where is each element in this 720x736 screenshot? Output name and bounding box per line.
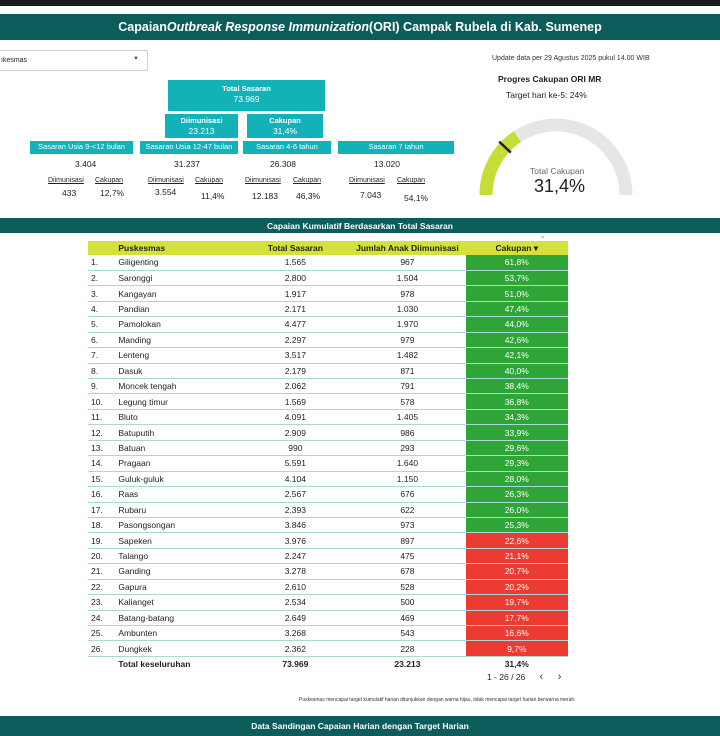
progress-target: Target hari ke-5: 24% [506,90,587,100]
group-4-6-sasaran: 26.308 [270,159,296,169]
table-row[interactable] [88,394,568,409]
row-cakupan: 16,6% [466,626,569,641]
row-puskesmas: Batuan [115,440,241,455]
bottom-section-header: Data Sandingan Capaian Harian dengan Target Harian [0,716,720,736]
row-no: 25. [88,626,115,641]
table-row[interactable] [88,471,568,486]
header-puskesmas[interactable]: Puskesmas [115,241,241,255]
table-row[interactable] [88,270,568,285]
diimunisasi-label: Diimunisasi [180,116,223,125]
table-row[interactable] [88,610,568,625]
row-no: 4. [88,301,115,316]
row-imun: 678 [349,564,465,579]
total-label: Total keseluruhan [118,659,191,670]
group-7-tahun-header: Sasaran 7 tahun [338,141,454,154]
row-cakupan: 40,0% [466,363,569,378]
pagination-text: 1 - 26 / 26 [487,672,526,682]
group-7-sasaran: 13.020 [374,159,400,169]
puskesmas-filter-dropdown[interactable] [0,50,148,71]
row-no: 21. [88,564,115,579]
row-puskesmas: Dasuk [115,363,241,378]
cakupan-label: Cakupan [269,116,301,125]
top-edge-bar [0,0,720,6]
row-no: 10. [88,394,115,409]
row-imun: 293 [349,440,465,455]
row-sasaran: 2.567 [241,487,349,502]
group-12-47-sasaran: 31.237 [174,159,200,169]
row-sasaran: 2.247 [241,548,349,563]
row-sasaran: 4.104 [241,471,349,486]
group-4-6-imun: 12.183 [252,191,278,201]
row-sasaran: 2.800 [241,270,349,285]
table-row[interactable] [88,533,568,548]
row-cakupan: 26,0% [466,502,569,517]
table-row[interactable] [88,348,568,363]
row-cakupan: 28,0% [466,471,569,486]
row-puskesmas: Kalianget [115,595,241,610]
row-puskesmas: Ganding [115,564,241,579]
row-no: 19. [88,533,115,548]
table-row[interactable] [88,487,568,502]
title-post: (ORI) Campak Rubela di Kab. Sumenep [369,20,602,34]
row-imun: 967 [349,255,465,270]
group-7-imun: 7.043 [360,190,382,200]
row-imun: 1.150 [349,471,465,486]
table-row[interactable] [88,456,568,471]
progress-title: Progres Cakupan ORI MR [498,74,602,84]
row-puskesmas: Pragaan [115,456,241,471]
row-sasaran: 2.362 [241,641,349,656]
group-7-cak-label: Cakupan [397,177,426,184]
row-imun: 528 [349,579,465,594]
row-puskesmas: Saronggi [115,270,241,285]
row-cakupan: 21,1% [466,548,569,563]
row-cakupan: 22,6% [466,533,569,548]
row-no: 6. [88,332,115,347]
table-row[interactable] [88,440,568,455]
row-sasaran: 3.517 [241,348,349,363]
row-sasaran: 2.297 [241,332,349,347]
table-row[interactable] [88,641,568,656]
row-no: 18. [88,517,115,532]
row-sasaran: 3.278 [241,564,349,579]
row-imun: 986 [349,425,465,440]
group-12-47-cak-label: Cakupan [195,177,224,184]
table-row[interactable] [88,409,568,424]
total-imun: 23.213 [394,659,421,670]
row-imun: 475 [349,548,465,563]
row-cakupan: 29,6% [466,440,569,455]
row-imun: 500 [349,595,465,610]
row-no: 22. [88,579,115,594]
row-imun: 1.504 [349,270,465,285]
total-no [88,656,115,671]
row-sasaran: 3.268 [241,626,349,641]
pagination [487,671,561,683]
chevron-down-icon[interactable]: ▼ [133,56,139,62]
row-cakupan: 38,4% [466,379,569,394]
row-puskesmas: Legung timur [115,394,241,409]
group-4-6-imun-label: Diimunisasi [245,177,281,184]
row-cakupan: 20,2% [466,579,569,594]
table-row[interactable] [88,517,568,532]
row-cakupan: 25,3% [466,517,569,532]
row-puskesmas: Dungkek [115,641,241,656]
row-imun: 791 [349,379,465,394]
row-puskesmas: Manding [115,332,241,347]
table-row[interactable] [88,286,568,301]
header-cakupan-sort[interactable]: Cakupan ▾ [466,241,569,255]
row-puskesmas: Pandian [115,301,241,316]
row-imun: 1.030 [349,301,465,316]
table-row[interactable] [88,255,568,270]
row-sasaran: 1.917 [241,286,349,301]
header-jumlah-diimunisasi[interactable]: Jumlah Anak Diimunisasi [349,241,465,255]
title-em: Outbreak Response Immunization [166,20,370,34]
row-sasaran: 2.393 [241,502,349,517]
row-sasaran: 1.569 [241,394,349,409]
row-cakupan: 53,7% [466,270,569,285]
row-imun: 978 [349,286,465,301]
row-no: 15. [88,471,115,486]
group-12-47-cak: 11,4% [201,191,225,201]
row-imun: 578 [349,394,465,409]
table-row[interactable] [88,564,568,579]
table-row[interactable] [88,332,568,347]
row-puskesmas: Raas [115,487,241,502]
row-sasaran: 2.062 [241,379,349,394]
row-cakupan: 42,6% [466,332,569,347]
row-imun: 1.640 [349,456,465,471]
row-sasaran: 2.909 [241,425,349,440]
table-row[interactable] [88,595,568,610]
header-no [88,241,115,255]
row-puskesmas: Batang-batang [115,610,241,625]
row-cakupan: 17,7% [466,610,569,625]
diimunisasi-card [165,114,238,138]
row-cakupan: 19,7% [466,595,569,610]
expand-chevron-icon[interactable]: ⌄ [540,233,546,240]
row-cakupan: 34,3% [466,409,569,424]
group-9-12-sasaran: 3.404 [75,159,97,169]
page-title [0,14,720,40]
row-no: 16. [88,487,115,502]
row-sasaran: 990 [241,440,349,455]
group-12-47-imun: 3.554 [155,187,177,197]
row-imun: 871 [349,363,465,378]
row-puskesmas: Pamolokan [115,317,241,332]
row-puskesmas: Moncek tengah [115,379,241,394]
diimunisasi-value: 23.213 [188,126,215,136]
row-cakupan: 51,0% [466,286,569,301]
row-imun: 979 [349,332,465,347]
group-9-12-cak: 12,7% [100,188,125,198]
group-7-imun-label: Diimunisasi [349,177,385,184]
group-9-12-imun: 433 [62,188,77,198]
table-row[interactable] [88,363,568,378]
group-4-6-cak: 46,3% [296,191,321,201]
row-puskesmas: Giligenting [115,255,241,270]
next-page-icon[interactable]: › [557,671,562,683]
row-no: 20. [88,548,115,563]
table-row[interactable] [88,379,568,394]
row-cakupan: 44,0% [466,317,569,332]
gauge-value: 31,4% [534,176,586,196]
total-sasaran-value: 73.969 [233,94,260,104]
table-row[interactable] [88,317,568,332]
table-row[interactable] [88,425,568,440]
total-sasaran-card [168,80,325,111]
row-sasaran: 2.610 [241,579,349,594]
table-header-row [88,241,568,255]
row-sasaran: 3.846 [241,517,349,532]
table-row[interactable] [88,502,568,517]
row-puskesmas: Talango [115,548,241,563]
row-imun: 1.482 [349,348,465,363]
row-imun: 973 [349,517,465,532]
group-4-6-cak-label: Cakupan [293,177,322,184]
row-imun: 676 [349,487,465,502]
row-cakupan: 20,7% [466,564,569,579]
row-imun: 1.405 [349,409,465,424]
row-puskesmas: Pasongsongan [115,517,241,532]
group-4-6-tahun-header: Sasaran 4-6 tahun [243,141,331,154]
row-puskesmas: Bluto [115,409,241,424]
total-sasaran: 73.969 [282,659,309,670]
row-no: 11. [88,409,115,424]
row-sasaran: 2.179 [241,363,349,378]
row-sasaran: 4.091 [241,409,349,424]
update-timestamp: Update data per 29 Agustus 2025 pukul 14.00 WIB [492,55,650,62]
row-cakupan: 29,3% [466,456,569,471]
footnote: Puskesmas mencapai target kumulatif harian ditunjukkan dengan warna hijau, tidak mencapai target harian berwarna merah. [299,697,576,703]
title-pre: Capaian [118,20,167,34]
cakupan-card [247,114,323,138]
row-sasaran: 4.477 [241,317,349,332]
row-imun: 1.970 [349,317,465,332]
row-no: 14. [88,456,115,471]
group-12-47-bulan-header: Sasaran Usia 12-47 bulan [140,141,238,154]
row-cakupan: 36,8% [466,394,569,409]
row-imun: 228 [349,641,465,656]
row-no: 3. [88,286,115,301]
table-row[interactable] [88,579,568,594]
row-no: 2. [88,270,115,285]
row-cakupan: 61,8% [466,255,569,270]
prev-page-icon[interactable]: ‹ [539,671,544,683]
total-sasaran-label: Total Sasaran [222,84,271,93]
total-cakupan: 31,4% [504,659,529,670]
row-no: 7. [88,348,115,363]
row-sasaran: 5.591 [241,456,349,471]
table-row[interactable] [88,301,568,316]
table-body [88,255,568,656]
row-sasaran: 1.565 [241,255,349,270]
gauge-label: Total Cakupan [530,166,585,176]
row-no: 13. [88,440,115,455]
row-imun: 469 [349,610,465,625]
row-no: 1. [88,255,115,270]
table-total-row [88,656,568,671]
table-row[interactable] [88,626,568,641]
row-no: 8. [88,363,115,378]
row-no: 23. [88,595,115,610]
group-9-12-cak-label: Cakupan [95,177,124,184]
row-puskesmas: Guluk-guluk [115,471,241,486]
row-cakupan: 33,9% [466,425,569,440]
row-puskesmas: Ambunten [115,626,241,641]
filter-value: ıkesmas [1,57,28,64]
row-puskesmas: Rubaru [115,502,241,517]
group-9-12-imun-label: Diimunisasi [48,177,84,184]
row-puskesmas: Kangayan [115,286,241,301]
row-no: 12. [88,425,115,440]
cakupan-value: 31,4% [272,126,298,136]
row-puskesmas: Batuputih [115,425,241,440]
row-puskesmas: Sapeken [115,533,241,548]
row-imun: 897 [349,533,465,548]
group-7-cak: 54,1% [404,193,429,203]
section-header: Capaian Kumulatif Berdasarkan Total Sasaran [0,218,720,233]
row-cakupan: 42,1% [466,348,569,363]
row-cakupan: 47,4% [466,301,569,316]
row-imun: 622 [349,502,465,517]
row-no: 5. [88,317,115,332]
row-sasaran: 3.976 [241,533,349,548]
table-row[interactable] [88,548,568,563]
row-sasaran: 2.534 [241,595,349,610]
row-no: 26. [88,641,115,656]
coverage-table [88,241,568,672]
group-9-12-bulan-header: Sasaran Usia 9-<12 bulan [30,141,133,154]
row-sasaran: 2.649 [241,610,349,625]
header-total-sasaran[interactable]: Total Sasaran [241,241,349,255]
row-puskesmas: Lenteng [115,348,241,363]
row-no: 24. [88,610,115,625]
row-no: 17. [88,502,115,517]
row-cakupan: 26,3% [466,487,569,502]
row-no: 9. [88,379,115,394]
row-imun: 543 [349,626,465,641]
row-puskesmas: Gapura [115,579,241,594]
row-sasaran: 2.171 [241,301,349,316]
group-12-47-imun-label: Diimunisasi [148,177,184,184]
row-cakupan: 9,7% [466,641,569,656]
